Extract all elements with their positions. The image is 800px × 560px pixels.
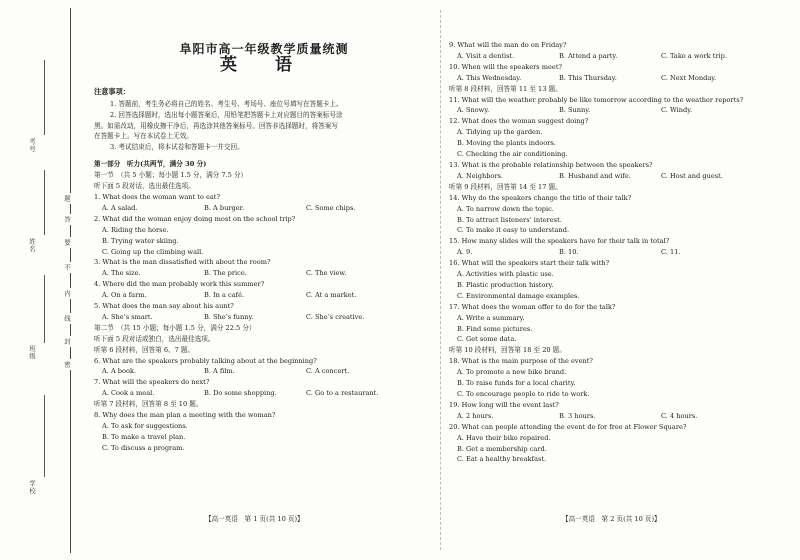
seal-char: 不 bbox=[63, 264, 71, 271]
option: C. To discuss a program. bbox=[102, 443, 185, 452]
notes-heading: 注意事项： bbox=[94, 86, 130, 96]
options-row bbox=[449, 105, 784, 116]
question-stem: 18. What is the main purpose of the event? bbox=[449, 357, 593, 366]
option: B. To raise funds for a local charity. bbox=[457, 379, 576, 388]
options-row bbox=[449, 411, 784, 422]
option: B. Husband and wife. bbox=[559, 171, 631, 180]
page-footer: 【高一英语 第 1 页(共 10 页)】 bbox=[205, 515, 304, 523]
option: B. A film. bbox=[204, 367, 235, 376]
option: A. 2 hours. bbox=[457, 411, 494, 420]
note-line: 3. 考试结束后，将本试卷和答题卡一并交回。 bbox=[110, 143, 244, 152]
note-line: 在答题卡上。写在本试卷上无效。 bbox=[94, 132, 193, 141]
question-stem: 20. What can people attending the event do for free at Flower Square? bbox=[449, 422, 687, 431]
option: B. Moving the plants indoors. bbox=[457, 139, 556, 148]
option: C. A concert. bbox=[306, 367, 350, 376]
page-divider bbox=[440, 10, 441, 550]
option: B. To make a travel plan. bbox=[102, 432, 186, 441]
option: C. Eat a healthy breakfast. bbox=[457, 455, 547, 464]
option: A. To promote a new bike brand. bbox=[457, 368, 567, 377]
option: B. Get a membership card. bbox=[457, 444, 547, 453]
seal-char: 线 bbox=[63, 315, 71, 322]
binding-margin bbox=[0, 0, 78, 560]
option: C. Going up the climbing wall. bbox=[102, 247, 204, 256]
page-footer: 【高一英语 第 2 页(共 10 页)】 bbox=[562, 515, 661, 523]
options-row bbox=[94, 312, 434, 323]
question-stem: 9. What will the man do on Friday? bbox=[449, 41, 567, 49]
material-instruction: 听第 6 段材料，回答第 6、7 题。 bbox=[94, 345, 195, 354]
section-instruction: 听下面 5 段对话或独白，选出最佳选项。 bbox=[94, 334, 215, 343]
note-line: 2. 回答选择题时，选出每小题答案后，用铅笔把答题卡上对应题目的答案标号涂 bbox=[110, 110, 343, 119]
seal-char: 密 bbox=[63, 361, 71, 368]
question-stem: 11. What will the weather probably be like tomorrow according to the weather reports? bbox=[449, 95, 744, 104]
option: B. Attend a party. bbox=[559, 51, 618, 60]
option: B. Do some shopping. bbox=[204, 389, 277, 398]
note-line: 黑。如需改动，用橡皮擦干净后，再选涂其他答案标号。回答非选择题时，将答案写 bbox=[94, 121, 338, 130]
question-stem: 17. What does the woman offer to do for the talk? bbox=[449, 302, 616, 311]
question-stem: 12. What does the woman suggest doing? bbox=[449, 117, 589, 126]
option: C. At a market. bbox=[306, 291, 357, 300]
question-stem: 8. Why does the man plan a meeting with the woman? bbox=[94, 411, 276, 420]
options-row bbox=[449, 247, 784, 258]
question-stem: 15. How many slides will the speakers have for their talk in total? bbox=[449, 237, 670, 246]
question-stem: 10. When will the speakers meet? bbox=[449, 62, 563, 71]
option: A. Write a summary. bbox=[457, 313, 525, 322]
option: A. Cook a meal. bbox=[102, 389, 155, 398]
option: C. Take a work trip. bbox=[661, 51, 727, 60]
material-instruction: 听第 8 段材料，回答第 11 至 13 题。 bbox=[449, 84, 562, 93]
option: B. The price. bbox=[204, 269, 247, 278]
option: B. Find some pictures. bbox=[457, 324, 533, 333]
section-title: 第二节 （共 15 小题；每小题 1.5 分，满分 22.5 分） bbox=[94, 323, 256, 332]
option: A. The size. bbox=[102, 269, 141, 278]
subject-title: 英 语 bbox=[220, 54, 308, 75]
option: A. To narrow down the topic. bbox=[457, 204, 554, 213]
question-stem: 19. How long will the event last? bbox=[449, 400, 559, 409]
option: B. She’s funny. bbox=[204, 312, 254, 321]
options-row bbox=[449, 51, 784, 62]
section-instruction: 听下面 5 段对话，选出最佳选项。 bbox=[94, 182, 195, 191]
class-label: 班级 bbox=[28, 345, 36, 360]
option: C. She’s creative. bbox=[306, 312, 365, 321]
question-stem: 2. What did the woman enjoy doing most on the school trip? bbox=[94, 214, 296, 223]
option: C. Checking the air conditioning. bbox=[457, 150, 568, 159]
option: A. To ask for suggestions. bbox=[102, 422, 188, 430]
options-row bbox=[94, 388, 434, 399]
seal-char: 题 bbox=[63, 195, 71, 202]
question-stem: 7. What will the speakers do next? bbox=[94, 378, 210, 387]
question-stem: 14. Why do the speakers change the title of their talk? bbox=[449, 193, 632, 202]
class-blank bbox=[44, 275, 45, 343]
page-1 bbox=[94, 0, 434, 454]
option: C. The view. bbox=[306, 269, 347, 278]
exam-title: 阜阳市高一年级教学质量统测 bbox=[179, 42, 349, 56]
exam-no-label: 考号 bbox=[28, 138, 36, 153]
seal-char: 内 bbox=[63, 290, 71, 297]
option: B. Sunny. bbox=[559, 106, 591, 115]
option: C. Environmental damage examples. bbox=[457, 291, 580, 300]
options-row bbox=[94, 203, 434, 214]
option: A. 9. bbox=[457, 248, 473, 257]
question-stem: 5. What does the man say about his aunt? bbox=[94, 302, 234, 311]
option: A. Riding the horse. bbox=[102, 225, 169, 234]
binding-line bbox=[70, 8, 71, 553]
section-title: 第一节 （共 5 小题；每小题 1.5 分，满分 7.5 分） bbox=[94, 171, 248, 180]
option: B. To attract listeners’ interest. bbox=[457, 215, 562, 224]
option: C. Get some data. bbox=[457, 335, 517, 344]
option: B. Trying water skiing. bbox=[102, 236, 179, 245]
school-blank bbox=[44, 395, 45, 477]
seal-char: 要 bbox=[63, 239, 71, 246]
question-stem: 6. What are the speakers probably talking about at the beginning? bbox=[94, 356, 317, 365]
option: A. A book. bbox=[102, 367, 137, 376]
option: A. This Wednesday. bbox=[457, 73, 522, 82]
page-2 bbox=[449, 0, 784, 465]
option: C. Next Monday. bbox=[661, 73, 717, 82]
option: A. On a farm. bbox=[102, 291, 147, 300]
option: B. A burger. bbox=[204, 203, 245, 212]
option: C. Some chips. bbox=[306, 203, 356, 212]
option: A. Visit a dentist. bbox=[457, 51, 515, 60]
options-row bbox=[94, 290, 434, 301]
seal-char: 封 bbox=[63, 338, 71, 345]
option: C. 11. bbox=[661, 248, 681, 257]
part-title: 第一部分 听力(共两节，满分 30 分) bbox=[94, 160, 207, 169]
option: C. Host and guest. bbox=[661, 171, 723, 180]
option: A. Neighbors. bbox=[457, 171, 504, 180]
option: A. Activities with plastic use. bbox=[457, 270, 554, 279]
options-row bbox=[449, 73, 784, 84]
question-stem: 13. What is the probable relationship between the speakers? bbox=[449, 160, 653, 169]
option: B. 10. bbox=[559, 248, 579, 257]
material-instruction: 听第 7 段材料，回答第 8 至 10 题。 bbox=[94, 400, 203, 409]
option: C. To make it easy to understand. bbox=[457, 226, 570, 235]
option: B. 3 hours. bbox=[559, 411, 596, 420]
question-stem: 3. What is the man dissatisfied with about the room? bbox=[94, 258, 271, 267]
question-stem: 4. Where did the man probably work this summer? bbox=[94, 280, 265, 289]
question-stem: 1. What does the woman want to eat? bbox=[94, 192, 220, 201]
option: A. She’s smart. bbox=[102, 312, 153, 321]
options-row bbox=[449, 171, 784, 182]
seal-char: 答 bbox=[63, 216, 71, 223]
name-label: 姓名 bbox=[28, 238, 36, 253]
question-stem: 16. What will the speakers start their talk with? bbox=[449, 259, 610, 268]
option: B. In a café. bbox=[204, 291, 245, 300]
option: C. 4 hours. bbox=[661, 411, 698, 420]
option: A. Tidying up the garden. bbox=[457, 128, 543, 137]
name-blank bbox=[44, 170, 45, 235]
material-instruction: 听第 10 段材料，回答第 18 至 20 题。 bbox=[449, 346, 566, 355]
option: A. Have their bike repaired. bbox=[457, 433, 551, 442]
options-row bbox=[94, 268, 434, 279]
exam-no-blank bbox=[44, 60, 45, 135]
material-instruction: 听第 9 段材料，回答第 14 至 17 题。 bbox=[449, 182, 562, 191]
options-row bbox=[94, 366, 434, 377]
option: B. Plastic production history. bbox=[457, 280, 554, 289]
school-label: 学校 bbox=[28, 480, 36, 495]
option: A. Snowy. bbox=[457, 106, 490, 115]
note-line: 1. 答题前，考生务必将自己的姓名、考生号、考场号、座位号填写在答题卡上。 bbox=[110, 99, 343, 108]
option: B. This Thursday. bbox=[559, 73, 617, 82]
option: C. To encourage people to ride to work. bbox=[457, 390, 590, 398]
option: C. Go to a restaurant. bbox=[306, 389, 379, 398]
option: A. A salad. bbox=[102, 203, 138, 212]
option: C. Windy. bbox=[661, 106, 693, 115]
